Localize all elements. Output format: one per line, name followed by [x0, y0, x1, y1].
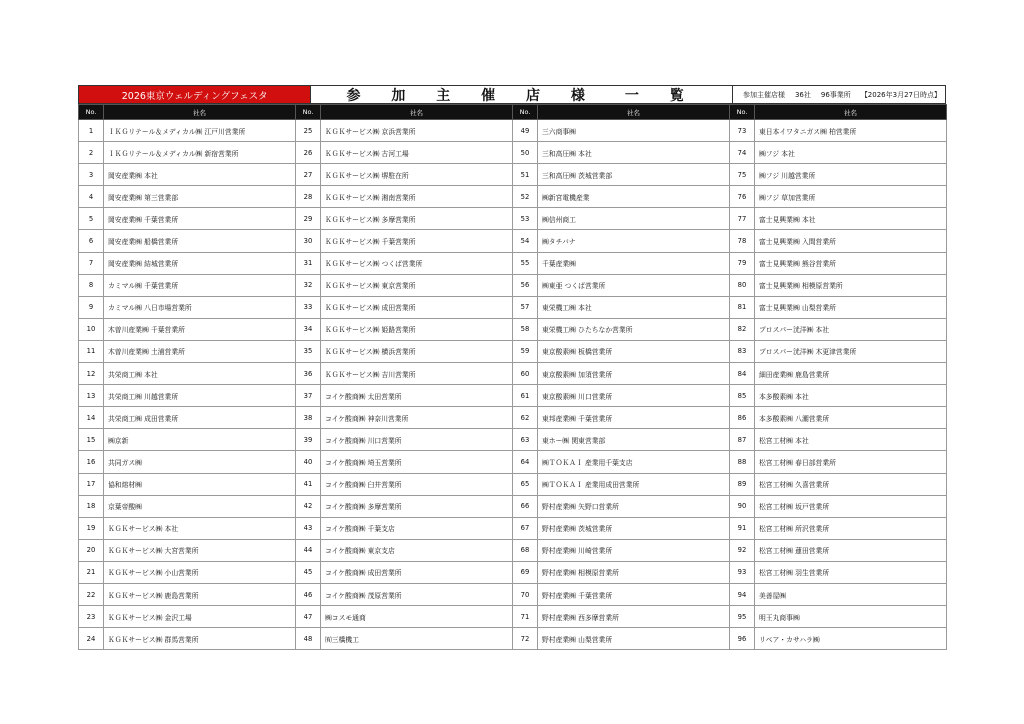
entry-number: 62	[513, 407, 538, 429]
sheet-header	[78, 85, 946, 104]
entry-number: 96	[730, 628, 755, 650]
entry-number: 52	[513, 186, 538, 208]
entry-number: 70	[513, 583, 538, 605]
entry-number: 28	[296, 186, 321, 208]
company-name: 三六商事㈱	[538, 120, 730, 142]
entry-number: 57	[513, 296, 538, 318]
company-name: コイケ酸商㈱ 成田営業所	[321, 561, 513, 583]
company-name: プロスパー洸洋㈱ 木更津営業所	[755, 340, 947, 362]
entry-number: 69	[513, 561, 538, 583]
info-date: 【2026年3月27日時点】	[860, 90, 941, 99]
company-name: 野村産業㈱ 西多摩営業所	[538, 606, 730, 628]
company-name: ㈱フジ 川越営業所	[755, 164, 947, 186]
company-name: コイケ酸商㈱ 多摩営業所	[321, 495, 513, 517]
entry-number: 51	[513, 164, 538, 186]
company-name: コイケ酸商㈱ 臼井営業所	[321, 473, 513, 495]
company-name: ㈱タチバナ	[538, 230, 730, 252]
company-name: 野村産業㈱ 千葉営業所	[538, 583, 730, 605]
company-name: ㈱京新	[104, 429, 296, 451]
table-row	[79, 164, 947, 186]
company-name: 岡安産業㈱ 船橋営業所	[104, 230, 296, 252]
entry-number: 5	[79, 208, 104, 230]
company-name: 富士見興業㈱ 熊谷営業所	[755, 252, 947, 274]
info-label: 参加主催店様	[742, 90, 785, 99]
entry-number: 19	[79, 517, 104, 539]
entry-number: 25	[296, 120, 321, 142]
entry-number: 54	[513, 230, 538, 252]
company-name: ㈱フジ 草加営業所	[755, 186, 947, 208]
table-row	[79, 606, 947, 628]
entry-number: 73	[730, 120, 755, 142]
entry-number: 80	[730, 274, 755, 296]
entry-number: 35	[296, 340, 321, 362]
entry-number: 92	[730, 539, 755, 561]
company-name: 野村産業㈱ 山梨営業所	[538, 628, 730, 650]
entry-number: 94	[730, 583, 755, 605]
entry-number: 26	[296, 142, 321, 164]
company-name: 富士見興業㈱ 相模原営業所	[755, 274, 947, 296]
company-name: 共栄商工㈱ 成田営業所	[104, 407, 296, 429]
company-name: ㈲三橋機工	[321, 628, 513, 650]
entry-number: 10	[79, 318, 104, 340]
entry-number: 13	[79, 385, 104, 407]
company-name: 松宮工材㈱ 坂戸営業所	[755, 495, 947, 517]
company-name: 細田産業㈱ 鹿島営業所	[755, 363, 947, 385]
entry-number: 95	[730, 606, 755, 628]
entry-number: 15	[79, 429, 104, 451]
entry-number: 2	[79, 142, 104, 164]
entry-number: 77	[730, 208, 755, 230]
company-name: ㈱ＴＯＫＡＩ 産業用千葉支店	[538, 451, 730, 473]
entry-number: 39	[296, 429, 321, 451]
entry-number: 48	[296, 628, 321, 650]
entry-number: 63	[513, 429, 538, 451]
entry-number: 29	[296, 208, 321, 230]
entry-number: 9	[79, 296, 104, 318]
company-name: ＫＧＫサービス㈱ 姫路営業所	[321, 318, 513, 340]
entry-number: 89	[730, 473, 755, 495]
company-name: 三和高圧㈱ 茨城営業部	[538, 164, 730, 186]
entry-number: 58	[513, 318, 538, 340]
company-name: 共同ガス㈱	[104, 451, 296, 473]
company-name: 東邦産業㈱ 千葉営業所	[538, 407, 730, 429]
company-name: ＫＧＫサービス㈱ 成田営業所	[321, 296, 513, 318]
company-name: 東栄機工㈱ ひたちなか営業所	[538, 318, 730, 340]
company-name: 富士見興業㈱ 入間営業所	[755, 230, 947, 252]
table-row	[79, 208, 947, 230]
column-header-no: No.	[730, 105, 755, 120]
info-companies: 36社	[794, 90, 811, 99]
company-name: コイケ酸商㈱ 川口営業所	[321, 429, 513, 451]
company-name: ㈱新宮電機産業	[538, 186, 730, 208]
company-name: 本多酸素㈱ 本社	[755, 385, 947, 407]
company-name: ＫＧＫサービス㈱ 古河工場	[321, 142, 513, 164]
company-name: カミマル㈱ 千葉営業所	[104, 274, 296, 296]
entry-number: 11	[79, 340, 104, 362]
entry-number: 90	[730, 495, 755, 517]
entry-number: 76	[730, 186, 755, 208]
company-name: 松宮工材㈱ 久喜営業所	[755, 473, 947, 495]
company-name: 松宮工材㈱ 蓮田営業所	[755, 539, 947, 561]
company-name: ＫＧＫサービス㈱ 堺駐在所	[321, 164, 513, 186]
column-header-name: 社名	[104, 105, 296, 120]
table-row	[79, 230, 947, 252]
company-name: ＫＧＫサービス㈱ 鹿島営業所	[104, 583, 296, 605]
entry-number: 37	[296, 385, 321, 407]
company-name: ＩＫＧリテール＆メディカル㈱ 新宿営業所	[104, 142, 296, 164]
entry-number: 55	[513, 252, 538, 274]
entry-number: 3	[79, 164, 104, 186]
entry-number: 41	[296, 473, 321, 495]
company-name: 松宮工材㈱ 羽生営業所	[755, 561, 947, 583]
company-name: ㈱フジ 本社	[755, 142, 947, 164]
entry-number: 14	[79, 407, 104, 429]
entry-number: 17	[79, 473, 104, 495]
company-name: ＫＧＫサービス㈱ つくば営業所	[321, 252, 513, 274]
entry-number: 75	[730, 164, 755, 186]
entry-number: 87	[730, 429, 755, 451]
company-name: 協和熔材㈱	[104, 473, 296, 495]
summary-info	[732, 85, 946, 104]
entry-number: 27	[296, 164, 321, 186]
table-row	[79, 142, 947, 164]
company-name: 松宮工材㈱ 春日部営業所	[755, 451, 947, 473]
entry-number: 88	[730, 451, 755, 473]
entry-number: 50	[513, 142, 538, 164]
entry-number: 84	[730, 363, 755, 385]
entry-number: 22	[79, 583, 104, 605]
company-name: ㈱東亜 つくば営業所	[538, 274, 730, 296]
company-name: ㈱ＴＯＫＡＩ 産業用成田営業所	[538, 473, 730, 495]
entry-number: 40	[296, 451, 321, 473]
entry-number: 6	[79, 230, 104, 252]
participant-table	[78, 104, 947, 650]
column-header-no: No.	[79, 105, 104, 120]
column-header-no: No.	[296, 105, 321, 120]
table-row	[79, 495, 947, 517]
page-title: 参 加 主 催 店 様 一 覧	[311, 85, 732, 104]
company-name: ＫＧＫサービス㈱ 吉川営業所	[321, 363, 513, 385]
company-name: ＫＧＫサービス㈱ 湘南営業所	[321, 186, 513, 208]
entry-number: 79	[730, 252, 755, 274]
company-name: ＫＧＫサービス㈱ 金沢工場	[104, 606, 296, 628]
company-name: 美善屋㈱	[755, 583, 947, 605]
entry-number: 4	[79, 186, 104, 208]
entry-number: 8	[79, 274, 104, 296]
entry-number: 82	[730, 318, 755, 340]
entry-number: 85	[730, 385, 755, 407]
entry-number: 12	[79, 363, 104, 385]
entry-number: 42	[296, 495, 321, 517]
entry-number: 59	[513, 340, 538, 362]
participant-list-sheet	[78, 85, 946, 650]
company-name: 東京酸素㈱ 板橋営業所	[538, 340, 730, 362]
table-row	[79, 628, 947, 650]
event-name-banner: 2026東京ウェルディングフェスタ	[78, 85, 311, 104]
entry-number: 93	[730, 561, 755, 583]
company-name: 京葉帝酸㈱	[104, 495, 296, 517]
entry-number: 83	[730, 340, 755, 362]
company-name: ＫＧＫサービス㈱ 東京営業所	[321, 274, 513, 296]
entry-number: 36	[296, 363, 321, 385]
table-row	[79, 318, 947, 340]
company-name: 松宮工材㈱ 本社	[755, 429, 947, 451]
entry-number: 47	[296, 606, 321, 628]
table-row	[79, 274, 947, 296]
column-header-name: 社名	[538, 105, 730, 120]
company-name: 東栄機工㈱ 本社	[538, 296, 730, 318]
entry-number: 74	[730, 142, 755, 164]
company-name: 三和高圧㈱ 本社	[538, 142, 730, 164]
entry-number: 16	[79, 451, 104, 473]
entry-number: 23	[79, 606, 104, 628]
company-name: ＫＧＫサービス㈱ 群馬営業所	[104, 628, 296, 650]
company-name: ＫＧＫサービス㈱ 大宮営業所	[104, 539, 296, 561]
company-name: ＫＧＫサービス㈱ 京浜営業所	[321, 120, 513, 142]
table-row	[79, 296, 947, 318]
table-row	[79, 561, 947, 583]
company-name: 千葉産業㈱	[538, 252, 730, 274]
company-name: コイケ酸商㈱ 太田営業所	[321, 385, 513, 407]
table-row	[79, 252, 947, 274]
table-row	[79, 473, 947, 495]
company-name: 富士見興業㈱ 山梨営業所	[755, 296, 947, 318]
table-row	[79, 407, 947, 429]
table-row	[79, 583, 947, 605]
table-row	[79, 429, 947, 451]
column-header-name: 社名	[755, 105, 947, 120]
entry-number: 71	[513, 606, 538, 628]
company-name: 岡安産業㈱ 本社	[104, 164, 296, 186]
entry-number: 30	[296, 230, 321, 252]
company-name: 富士見興業㈱ 本社	[755, 208, 947, 230]
entry-number: 53	[513, 208, 538, 230]
entry-number: 33	[296, 296, 321, 318]
entry-number: 49	[513, 120, 538, 142]
company-name: 岡安産業㈱ 千葉営業所	[104, 208, 296, 230]
company-name: 木曽川産業㈱ 千葉営業所	[104, 318, 296, 340]
company-name: コイケ酸商㈱ 茂原営業所	[321, 583, 513, 605]
entry-number: 78	[730, 230, 755, 252]
company-name: ＫＧＫサービス㈱ 多摩営業所	[321, 208, 513, 230]
table-row	[79, 517, 947, 539]
company-name: 明王丸商事㈱	[755, 606, 947, 628]
company-name: 野村産業㈱ 相模原営業所	[538, 561, 730, 583]
table-row	[79, 120, 947, 142]
entry-number: 32	[296, 274, 321, 296]
company-name: 木曽川産業㈱ 土浦営業所	[104, 340, 296, 362]
company-name: 松宮工材㈱ 所沢営業所	[755, 517, 947, 539]
entry-number: 72	[513, 628, 538, 650]
company-name: プロスパー洸洋㈱ 本社	[755, 318, 947, 340]
entry-number: 20	[79, 539, 104, 561]
company-name: ＫＧＫサービス㈱ 小山営業所	[104, 561, 296, 583]
column-header-no: No.	[513, 105, 538, 120]
company-name: コイケ酸商㈱ 埼玉営業所	[321, 451, 513, 473]
company-name: ＫＧＫサービス㈱ 横浜営業所	[321, 340, 513, 362]
entry-number: 24	[79, 628, 104, 650]
entry-number: 61	[513, 385, 538, 407]
company-name: リベア・カサハラ㈱	[755, 628, 947, 650]
table-body	[79, 120, 947, 650]
company-name: コイケ酸商㈱ 東京支店	[321, 539, 513, 561]
entry-number: 67	[513, 517, 538, 539]
entry-number: 1	[79, 120, 104, 142]
company-name: ＫＧＫサービス㈱ 千葉営業所	[321, 230, 513, 252]
entry-number: 86	[730, 407, 755, 429]
entry-number: 45	[296, 561, 321, 583]
company-name: 東京酸素㈱ 川口営業所	[538, 385, 730, 407]
entry-number: 81	[730, 296, 755, 318]
entry-number: 43	[296, 517, 321, 539]
column-header-name: 社名	[321, 105, 513, 120]
table-row	[79, 451, 947, 473]
info-offices: 96事業所	[820, 90, 851, 99]
company-name: 岡安産業㈱ 第三営業部	[104, 186, 296, 208]
company-name: ＫＧＫサービス㈱ 本社	[104, 517, 296, 539]
entry-number: 65	[513, 473, 538, 495]
company-name: コイケ酸商㈱ 神奈川営業所	[321, 407, 513, 429]
entry-number: 60	[513, 363, 538, 385]
company-name: 野村産業㈱ 茨城営業所	[538, 517, 730, 539]
company-name: ＩＫＧリテール＆メディカル㈱ 江戸川営業所	[104, 120, 296, 142]
company-name: ㈱信州商工	[538, 208, 730, 230]
entry-number: 38	[296, 407, 321, 429]
company-name: 本多酸素㈱ 八潮営業所	[755, 407, 947, 429]
entry-number: 7	[79, 252, 104, 274]
company-name: 共栄商工㈱ 本社	[104, 363, 296, 385]
company-name: 岡安産業㈱ 結城営業所	[104, 252, 296, 274]
company-name: 東日本イワタニガス㈱ 柏営業所	[755, 120, 947, 142]
entry-number: 18	[79, 495, 104, 517]
table-row	[79, 340, 947, 362]
company-name: 野村産業㈱ 矢野口営業所	[538, 495, 730, 517]
table-row	[79, 186, 947, 208]
entry-number: 31	[296, 252, 321, 274]
entry-number: 56	[513, 274, 538, 296]
table-row	[79, 385, 947, 407]
company-name: コイケ酸商㈱ 千葉支店	[321, 517, 513, 539]
entry-number: 91	[730, 517, 755, 539]
table-row	[79, 539, 947, 561]
entry-number: 21	[79, 561, 104, 583]
entry-number: 66	[513, 495, 538, 517]
entry-number: 68	[513, 539, 538, 561]
company-name: 東京酸素㈱ 加須営業所	[538, 363, 730, 385]
company-name: 東ホー㈱ 関東営業部	[538, 429, 730, 451]
company-name: カミマル㈱ 八日市場営業所	[104, 296, 296, 318]
entry-number: 46	[296, 583, 321, 605]
table-row	[79, 363, 947, 385]
entry-number: 64	[513, 451, 538, 473]
company-name: 野村産業㈱ 川崎営業所	[538, 539, 730, 561]
entry-number: 34	[296, 318, 321, 340]
entry-number: 44	[296, 539, 321, 561]
company-name: ㈱コスモ通商	[321, 606, 513, 628]
company-name: 共栄商工㈱ 川越営業所	[104, 385, 296, 407]
table-header-row	[79, 105, 947, 120]
